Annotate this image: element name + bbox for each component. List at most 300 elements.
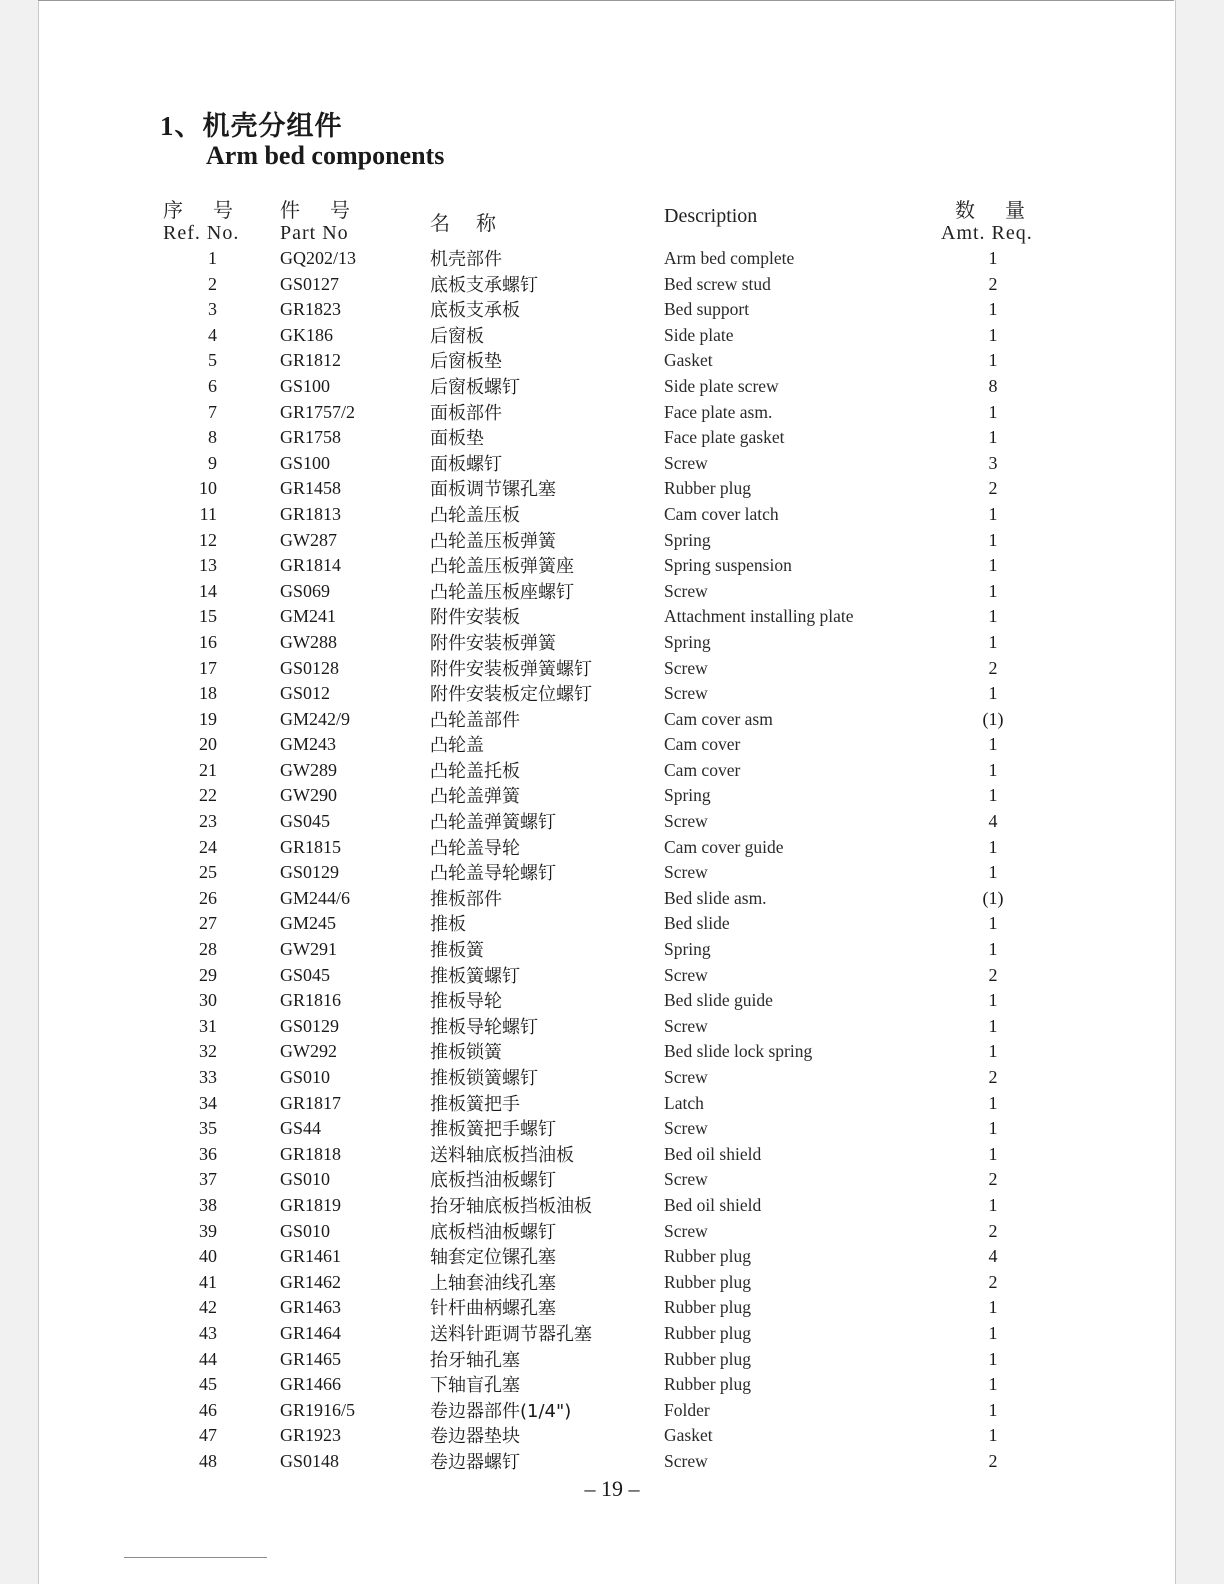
ref-no-cell: 1	[208, 248, 217, 268]
part-no-cell: GR1757/2	[280, 401, 356, 422]
amount-cell: 1	[988, 836, 998, 857]
amount-cell: 2	[988, 478, 998, 499]
table-row	[0, 1038, 1224, 1064]
ref-no-cell: 40	[199, 1246, 217, 1267]
description-cell: Screw	[664, 1015, 708, 1036]
table-row	[0, 808, 1224, 834]
table-row	[0, 731, 1224, 757]
chinese-name-cell: 底板支承板	[430, 300, 520, 322]
amount-cell: 2	[988, 1067, 998, 1087]
ref-no-cell: 18	[199, 683, 217, 704]
description-cell: Bed slide	[664, 913, 730, 934]
amount-cell: 1	[988, 1348, 998, 1369]
header-part-chinese: 件号	[280, 200, 380, 222]
ref-no-cell: 28	[199, 939, 217, 960]
description-cell: Gasket	[664, 1425, 713, 1446]
part-no-cell: GR1464	[280, 1322, 342, 1343]
part-no-cell: GM241	[280, 606, 337, 627]
ref-no-cell: 21	[199, 759, 217, 780]
table-row	[0, 1269, 1224, 1295]
ref-no-cell: 36	[199, 1143, 217, 1164]
description-cell: Cam cover	[664, 734, 741, 755]
amount-cell: 1	[988, 990, 998, 1011]
description-cell: Cam cover guide	[664, 836, 784, 857]
table-row	[0, 347, 1224, 373]
amount-cell: 1	[988, 1194, 998, 1215]
table-row	[0, 680, 1224, 706]
table-row	[0, 655, 1224, 681]
amount-cell: 1	[988, 1374, 998, 1395]
table-row	[0, 782, 1224, 808]
ref-no-cell: 33	[199, 1067, 217, 1087]
table-row	[0, 834, 1224, 860]
chinese-name-cell: 面板螺钉	[430, 453, 502, 475]
ref-no-cell: 3	[208, 299, 217, 320]
chinese-name-cell: 推板簧把手	[430, 1093, 520, 1115]
ref-no-cell: 4	[208, 324, 217, 345]
part-no-cell: GR1461	[280, 1246, 342, 1267]
description-cell: Screw	[664, 657, 708, 678]
description-cell: Bed slide asm.	[664, 887, 767, 908]
amount-cell: 1	[988, 862, 998, 883]
chinese-name-cell: 凸轮盖部件	[430, 709, 520, 731]
part-no-cell: GS44	[280, 1118, 322, 1139]
description-cell: Spring	[664, 785, 711, 806]
table-row	[0, 1090, 1224, 1116]
chinese-name-cell: 针杆曲柄螺孔塞	[430, 1298, 556, 1320]
chinese-name-cell: 推板导轮	[430, 991, 502, 1013]
chinese-name-cell: 推板簧	[430, 940, 484, 962]
table-row	[0, 578, 1224, 604]
table-row	[0, 475, 1224, 501]
chinese-name-cell: 机壳部件	[430, 249, 502, 270]
amount-cell: 1	[988, 631, 998, 652]
description-cell: Rubber plug	[664, 1246, 752, 1267]
amount-cell: 1	[988, 324, 998, 345]
ref-no-cell: 24	[199, 836, 217, 857]
description-cell: Side plate screw	[664, 375, 779, 396]
part-no-cell: GR1916/5	[280, 1399, 356, 1420]
description-cell: Arm bed complete	[664, 248, 795, 268]
description-cell: Cam cover latch	[664, 503, 779, 524]
description-cell: Spring	[664, 631, 711, 652]
part-no-cell: GR1758	[280, 427, 342, 448]
table-row	[0, 1192, 1224, 1218]
table-row	[0, 1013, 1224, 1039]
amount-cell: 1	[988, 606, 998, 627]
table-row	[0, 885, 1224, 911]
chinese-name-cell: 卷边器垫块	[430, 1426, 520, 1448]
ref-no-cell: 16	[199, 631, 217, 652]
part-no-cell: GS045	[280, 811, 331, 832]
description-cell: Gasket	[664, 350, 713, 371]
part-no-cell: GR1813	[280, 503, 342, 524]
ref-no-cell: 34	[199, 1092, 217, 1113]
description-cell: Rubber plug	[664, 1374, 752, 1395]
chinese-name-cell: 附件安装板	[430, 607, 520, 629]
part-no-cell: GW290	[280, 785, 337, 806]
chinese-name-cell: 凸轮盖托板	[430, 760, 520, 782]
table-row	[0, 1397, 1224, 1423]
ref-no-cell: 42	[199, 1297, 217, 1318]
table-row	[0, 399, 1224, 425]
description-cell: Screw	[664, 1169, 708, 1190]
chinese-name-cell: 底板支承螺钉	[430, 274, 538, 296]
part-no-cell: GR1818	[280, 1143, 342, 1164]
amount-cell: 4	[988, 1246, 998, 1267]
table-row	[0, 1141, 1224, 1167]
part-no-cell: GS0127	[280, 273, 340, 294]
description-cell: Attachment installing plate	[664, 606, 854, 627]
table-row	[0, 1115, 1224, 1141]
chinese-name-cell: 凸轮盖弹簧螺钉	[430, 812, 556, 834]
table-row	[0, 706, 1224, 732]
description-cell: Spring	[664, 529, 711, 550]
ref-no-cell: 46	[199, 1399, 217, 1420]
amount-cell: 2	[988, 273, 998, 294]
part-no-cell: GW288	[280, 631, 337, 652]
ref-no-cell: 10	[199, 478, 217, 499]
part-no-cell: GQ202/13	[280, 248, 356, 268]
description-cell: Screw	[664, 964, 708, 985]
chinese-name-cell: 凸轮盖压板弹簧座	[430, 556, 574, 578]
table-row	[0, 1371, 1224, 1397]
part-no-cell: GM242/9	[280, 708, 351, 729]
chinese-name-cell: 后窗板	[430, 325, 484, 347]
part-no-cell: GW287	[280, 529, 337, 550]
part-no-cell: GR1466	[280, 1374, 342, 1395]
chinese-name-cell: 送料针距调节器孔塞	[430, 1323, 592, 1345]
chinese-name-cell: 凸轮盖压板弹簧	[430, 530, 556, 552]
description-cell: Screw	[664, 1067, 708, 1087]
part-no-cell: GR1923	[280, 1425, 342, 1446]
amount-cell: 1	[988, 1015, 998, 1036]
description-cell: Cam cover	[664, 759, 741, 780]
chinese-name-cell: 下轴盲孔塞	[430, 1375, 520, 1397]
ref-no-cell: 45	[199, 1374, 217, 1395]
chinese-name-cell: 抬牙轴孔塞	[430, 1349, 520, 1371]
part-no-cell: GS069	[280, 580, 331, 601]
amount-cell: 1	[988, 555, 998, 576]
table-row	[0, 450, 1224, 476]
chinese-name-cell: 后窗板螺钉	[430, 376, 520, 398]
ref-no-cell: 20	[199, 734, 217, 755]
description-cell: Screw	[664, 862, 708, 883]
part-no-cell: GS045	[280, 964, 331, 985]
section-title-chinese: 1、机壳分组件	[160, 111, 343, 141]
ref-no-cell: 43	[199, 1322, 217, 1343]
amount-cell: 4	[988, 811, 998, 832]
table-row	[0, 245, 1224, 271]
chinese-name-cell: 推板簧把手螺钉	[430, 1119, 556, 1141]
description-cell: Rubber plug	[664, 1348, 752, 1369]
description-cell: Rubber plug	[664, 1271, 752, 1292]
table-row	[0, 936, 1224, 962]
ref-no-cell: 11	[199, 503, 217, 524]
amount-cell: 1	[988, 913, 998, 934]
chinese-name-cell: 卷边器部件(1/4")	[430, 1400, 572, 1422]
part-no-cell: GM244/6	[280, 887, 351, 908]
part-no-cell: GW292	[280, 1041, 337, 1062]
table-row	[0, 271, 1224, 297]
ref-no-cell: 25	[199, 862, 217, 883]
chinese-name-cell: 凸轮盖弹簧	[430, 786, 520, 808]
chinese-name-cell: 卷边器螺钉	[430, 1451, 520, 1473]
table-row	[0, 962, 1224, 988]
description-cell: Latch	[664, 1092, 704, 1113]
amount-cell: 1	[988, 785, 998, 806]
description-cell: Screw	[664, 811, 708, 832]
amount-cell: 2	[988, 657, 998, 678]
amount-cell: 3	[988, 452, 998, 473]
header-amount-english: Amt. Req.	[941, 222, 1033, 244]
description-cell: Screw	[664, 580, 708, 601]
chinese-name-cell: 送料轴底板挡油板	[430, 1144, 574, 1166]
description-cell: Screw	[664, 683, 708, 704]
ref-no-cell: 47	[199, 1425, 217, 1446]
chinese-name-cell: 推板锁簧	[430, 1042, 502, 1064]
part-no-cell: GR1823	[280, 299, 342, 320]
ref-no-cell: 8	[208, 427, 217, 448]
amount-cell: 1	[988, 299, 998, 320]
part-no-cell: GS0128	[280, 657, 340, 678]
part-no-cell: GR1465	[280, 1348, 342, 1369]
ref-no-cell: 38	[199, 1194, 217, 1215]
ref-no-cell: 32	[199, 1041, 217, 1062]
chinese-name-cell: 凸轮盖导轮螺钉	[430, 863, 556, 885]
amount-cell: 1	[988, 1092, 998, 1113]
description-cell: Screw	[664, 452, 708, 473]
table-row	[0, 552, 1224, 578]
ref-no-cell: 7	[208, 401, 217, 422]
chinese-name-cell: 推板簧螺钉	[430, 965, 520, 987]
chinese-name-cell: 附件安装板定位螺钉	[430, 684, 592, 706]
chinese-name-cell: 抬牙轴底板挡板油板	[430, 1195, 592, 1217]
chinese-name-cell: 推板锁簧螺钉	[430, 1068, 538, 1089]
part-no-cell: GS0129	[280, 1015, 340, 1036]
amount-cell: (1)	[982, 708, 1004, 729]
chinese-name-cell: 附件安装板弹簧	[430, 632, 556, 654]
ref-no-cell: 22	[199, 785, 217, 806]
amount-cell: 8	[988, 375, 998, 396]
table-row	[0, 757, 1224, 783]
part-no-cell: GW289	[280, 759, 337, 780]
ref-no-cell: 5	[208, 350, 217, 371]
description-cell: Spring	[664, 939, 711, 960]
part-no-cell: GR1814	[280, 555, 342, 576]
ref-no-cell: 19	[199, 708, 217, 729]
description-cell: Spring suspension	[664, 555, 792, 576]
footer-rule	[124, 1557, 267, 1558]
amount-cell: 1	[988, 529, 998, 550]
ref-no-cell: 27	[199, 913, 217, 934]
part-no-cell: GR1819	[280, 1194, 342, 1215]
amount-cell: 2	[988, 1169, 998, 1190]
part-no-cell: GS012	[280, 683, 331, 704]
amount-cell: 2	[988, 964, 998, 985]
ref-no-cell: 12	[199, 529, 217, 550]
part-no-cell: GS010	[280, 1220, 331, 1241]
part-no-cell: GS100	[280, 375, 331, 396]
part-no-cell: GR1817	[280, 1092, 342, 1113]
table-row	[0, 1422, 1224, 1448]
ref-no-cell: 41	[199, 1271, 217, 1292]
header-description: Description	[664, 205, 758, 227]
part-no-cell: GS010	[280, 1169, 331, 1190]
chinese-name-cell: 面板调节镙孔塞	[430, 479, 556, 501]
description-cell: Face plate asm.	[664, 401, 773, 422]
table-row	[0, 603, 1224, 629]
part-no-cell: GS010	[280, 1067, 331, 1087]
table-row	[0, 1294, 1224, 1320]
description-cell: Rubber plug	[664, 1297, 752, 1318]
description-cell: Screw	[664, 1450, 708, 1471]
chinese-name-cell: 推板	[430, 914, 466, 936]
chinese-name-cell: 底板挡油板螺钉	[430, 1170, 556, 1192]
ref-no-cell: 48	[199, 1450, 217, 1471]
table-row	[0, 987, 1224, 1013]
amount-cell: 1	[988, 683, 998, 704]
part-no-cell: GR1463	[280, 1297, 342, 1318]
ref-no-cell: 6	[208, 375, 217, 396]
amount-cell: 1	[988, 1399, 998, 1420]
header-amount-chinese: 数量	[955, 200, 1055, 222]
ref-no-cell: 31	[199, 1015, 217, 1036]
description-cell: Bed support	[664, 299, 750, 320]
header-part-english: Part No	[280, 222, 349, 244]
description-cell: Bed slide lock spring	[664, 1041, 813, 1062]
part-no-cell: GW291	[280, 939, 337, 960]
part-no-cell: GR1815	[280, 836, 342, 857]
chinese-name-cell: 面板垫	[430, 428, 484, 450]
part-no-cell: GR1816	[280, 990, 342, 1011]
amount-cell: 1	[988, 427, 998, 448]
header-ref-chinese: 序号	[163, 200, 263, 222]
description-cell: Bed slide guide	[664, 990, 773, 1011]
amount-cell: 1	[988, 759, 998, 780]
ref-no-cell: 37	[199, 1169, 217, 1190]
chinese-name-cell: 凸轮盖	[430, 735, 484, 757]
description-cell: Rubber plug	[664, 478, 752, 499]
amount-cell: 1	[988, 248, 998, 268]
page-top-border	[38, 0, 1174, 1]
description-cell: Screw	[664, 1118, 708, 1139]
description-cell: Bed screw stud	[664, 273, 771, 294]
table-row	[0, 373, 1224, 399]
ref-no-cell: 15	[199, 606, 217, 627]
header-ref-english: Ref. No.	[163, 222, 240, 244]
table-row	[0, 859, 1224, 885]
ref-no-cell: 26	[199, 887, 217, 908]
ref-no-cell: 2	[208, 273, 217, 294]
amount-cell: 2	[988, 1271, 998, 1292]
part-no-cell: GM243	[280, 734, 337, 755]
ref-no-cell: 35	[199, 1118, 217, 1139]
amount-cell: 1	[988, 939, 998, 960]
part-no-cell: GM245	[280, 913, 337, 934]
amount-cell: 1	[988, 1041, 998, 1062]
ref-no-cell: 23	[199, 811, 217, 832]
amount-cell: 1	[988, 1118, 998, 1139]
table-row	[0, 527, 1224, 553]
description-cell: Side plate	[664, 324, 734, 345]
table-row	[0, 1218, 1224, 1244]
amount-cell: 1	[988, 1143, 998, 1164]
ref-no-cell: 13	[199, 555, 217, 576]
table-row	[0, 501, 1224, 527]
table-row	[0, 629, 1224, 655]
description-cell: Folder	[664, 1399, 710, 1420]
amount-cell: 1	[988, 1297, 998, 1318]
table-row	[0, 424, 1224, 450]
amount-cell: 2	[988, 1450, 998, 1471]
part-no-cell: GS0129	[280, 862, 340, 883]
chinese-name-cell: 凸轮盖压板	[430, 504, 520, 526]
description-cell: Rubber plug	[664, 1322, 752, 1343]
table-row	[0, 1166, 1224, 1192]
part-no-cell: GS100	[280, 452, 331, 473]
amount-cell: 1	[988, 580, 998, 601]
table-row	[0, 1346, 1224, 1372]
chinese-name-cell: 上轴套油线孔塞	[430, 1272, 556, 1294]
header-name-chinese: 名称	[430, 213, 522, 235]
ref-no-cell: 29	[199, 964, 217, 985]
page-number: – 19 –	[584, 1476, 640, 1501]
section-title-english: Arm bed components	[206, 141, 445, 170]
amount-cell: 1	[988, 734, 998, 755]
description-cell: Screw	[664, 1220, 708, 1241]
description-cell: Bed oil shield	[664, 1194, 762, 1215]
table-row	[0, 1064, 1224, 1090]
table-row	[0, 322, 1224, 348]
ref-no-cell: 17	[199, 657, 217, 678]
parts-table	[0, 245, 1224, 1474]
chinese-name-cell: 推板部件	[430, 888, 502, 910]
description-cell: Face plate gasket	[664, 427, 785, 448]
chinese-name-cell: 凸轮盖压板座螺钉	[430, 581, 574, 603]
amount-cell: 1	[988, 350, 998, 371]
table-row	[0, 296, 1224, 322]
ref-no-cell: 30	[199, 990, 217, 1011]
part-no-cell: GK186	[280, 324, 333, 345]
amount-cell: (1)	[982, 887, 1004, 908]
table-row	[0, 910, 1224, 936]
ref-no-cell: 44	[199, 1348, 217, 1369]
part-no-cell: GR1462	[280, 1271, 342, 1292]
part-no-cell: GR1458	[280, 478, 342, 499]
ref-no-cell: 9	[208, 452, 217, 473]
table-row	[0, 1448, 1224, 1474]
chinese-name-cell: 后窗板垫	[430, 351, 502, 373]
amount-cell: 1	[988, 503, 998, 524]
ref-no-cell: 39	[199, 1220, 217, 1241]
chinese-name-cell: 凸轮盖导轮	[430, 837, 520, 859]
amount-cell: 2	[988, 1220, 998, 1241]
description-cell: Cam cover asm	[664, 708, 773, 729]
chinese-name-cell: 轴套定位镙孔塞	[430, 1247, 556, 1269]
amount-cell: 1	[988, 1322, 998, 1343]
chinese-name-cell: 面板部件	[430, 402, 502, 424]
amount-cell: 1	[988, 401, 998, 422]
chinese-name-cell: 附件安装板弹簧螺钉	[430, 658, 592, 680]
table-row	[0, 1320, 1224, 1346]
ref-no-cell: 14	[199, 580, 217, 601]
chinese-name-cell: 推板导轮螺钉	[430, 1016, 538, 1038]
chinese-name-cell: 底板档油板螺钉	[430, 1221, 556, 1243]
description-cell: Bed oil shield	[664, 1143, 762, 1164]
table-row	[0, 1243, 1224, 1269]
part-no-cell: GR1812	[280, 350, 342, 371]
